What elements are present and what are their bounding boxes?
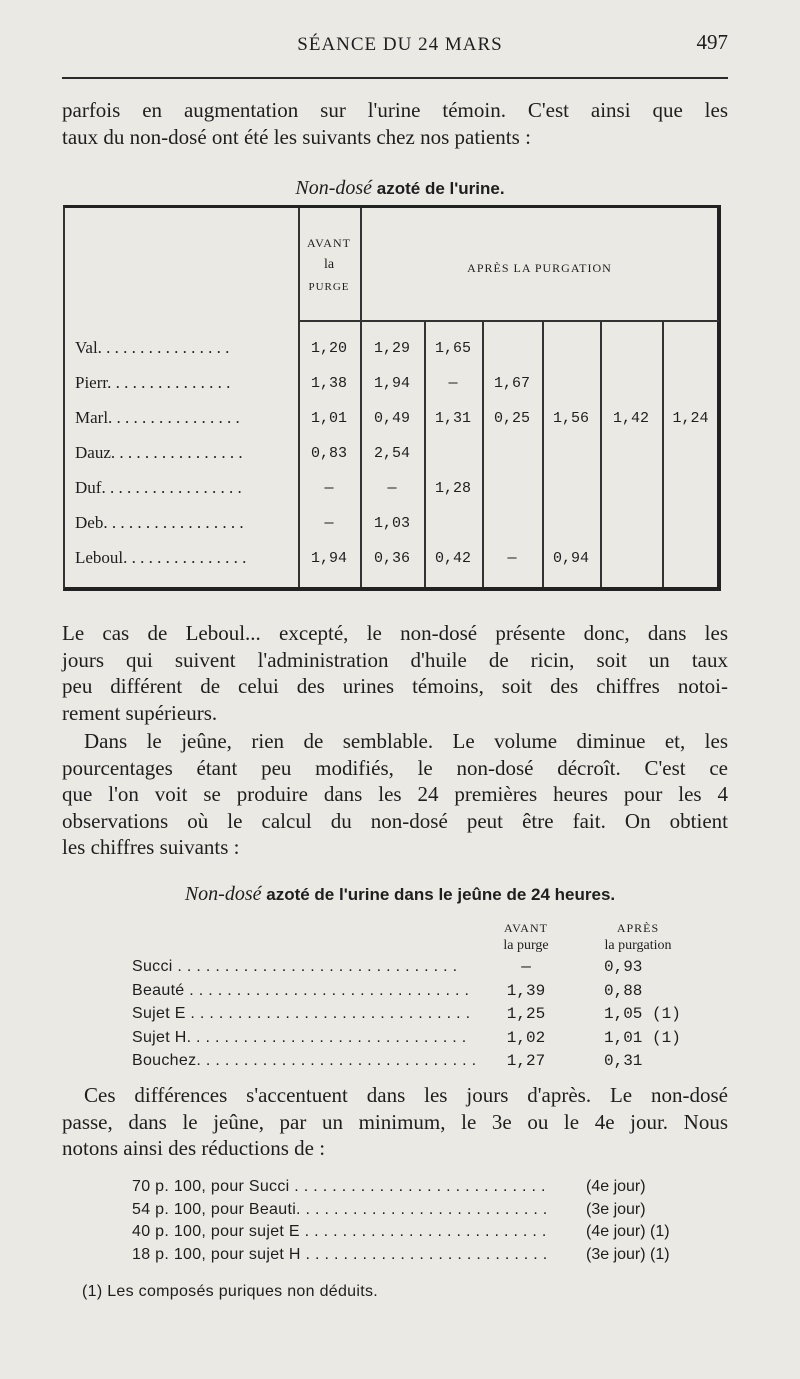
value-before: 1,02 [506,1028,546,1047]
row-label: Pierr. . . . . . . . . . . . . . . [75,373,231,392]
value-before: — [521,958,531,976]
cell-after: 2,54 [373,445,410,462]
table2-header-before [486,920,566,954]
cell-before: 0,83 [310,445,347,462]
cell-before: 1,38 [310,375,347,392]
cell-after: 0,49 [373,410,410,427]
non-dose-table [63,205,721,591]
caption-text: azoté de l'urine dans le jeûne de 24 heures. [266,885,616,904]
cell-before: 1,94 [310,550,347,567]
cell-after: 0,94 [552,550,589,567]
column-divider [424,322,426,587]
column-divider [662,322,664,587]
text-line: passe, dans le jeûne, par un minimum, le 3e ou le 4e jour. Nous [62,1109,728,1134]
header-line: la purgation [604,938,672,953]
cell-before: 1,01 [310,410,347,427]
paragraph-4 [62,1082,728,1162]
table2-caption [0,883,800,906]
header-line: la purge [503,938,549,953]
header-before-line: AVANT [307,236,351,250]
value-after: 1,05 (1) [604,1005,681,1023]
row-label: Sujet H. . . . . . . . . . . . . . . . . . . . . . . . . . . . . . [132,1028,467,1046]
cell-after: 1,24 [672,410,709,427]
column-divider [600,322,602,587]
cell-before: — [324,480,334,497]
cell-after: 1,03 [373,515,410,532]
text-line: peu différent de celui des urines témoins, soit des chiffres notoi- [62,674,728,698]
text-line: Ces différences s'accentuent dans les jours d'après. Le non-dosé [84,1083,728,1107]
running-title: SÉANCE DU 24 MARS [297,34,503,55]
caption-italic: Non-dosé [184,883,262,905]
header-line: APRÈS [616,921,660,935]
header-before [298,232,360,298]
cell-after: 1,31 [434,410,471,427]
value-before: 1,27 [506,1052,546,1070]
reduction-day: (3e jour) (1) [586,1245,670,1263]
intro-paragraph [62,97,728,150]
header-before-line: PURGE [308,281,350,293]
cell-after: 1,29 [373,340,410,357]
row-label: Bouchez. . . . . . . . . . . . . . . . . . . . . . . . . . . . . . [132,1052,477,1069]
table1-caption [0,177,800,200]
row-label: Val. . . . . . . . . . . . . . . . [75,338,230,357]
cell-after: 1,42 [612,410,649,427]
text-line: pourcentages étant peu modifiés, le non-dosé décroît. C'est ce [62,755,728,780]
row-label: Marl. . . . . . . . . . . . . . . . [75,408,240,427]
caption-italic: Non-dosé [295,177,373,199]
header-before-line: la [323,257,335,272]
row-label: Deb. . . . . . . . . . . . . . . . . [75,513,244,532]
cell-after: 1,67 [493,375,530,392]
table2-header-after [584,920,692,954]
cell-before: — [324,515,334,532]
caption-text: azoté de l'urine. [376,179,505,198]
text-line: observations où le calcul du non-dosé peut être fait. On obtient [62,808,728,833]
cell-after: 1,65 [434,340,471,357]
reduction-text: 70 p. 100, pour Succi . . . . . . . . . . . . . . . . . . . . . . . . . . . [132,1178,546,1195]
header-rule [62,77,728,79]
text-line: rement supérieurs. [62,700,218,725]
cell-after: 1,56 [552,410,589,427]
cell-after: 0,42 [434,550,471,567]
text-line: parfois en augmentation sur l'urine témoin. C'est ainsi que les [62,98,728,122]
row-label: Beauté . . . . . . . . . . . . . . . . . . . . . . . . . . . . . . [132,981,470,999]
cell-after: 0,25 [493,410,530,427]
paragraph-2 [62,620,728,726]
cell-after: — [507,550,517,567]
cell-after: 1,94 [373,375,410,392]
header-line: AVANT [504,921,548,935]
cell-before: 1,20 [310,340,347,357]
value-before: 1,25 [506,1005,546,1023]
value-after: 0,93 [604,958,643,976]
reduction-day: (4e jour) (1) [586,1223,670,1240]
text-line: notons ainsi des réductions de : [62,1136,326,1160]
text-line: que l'on voit se produire dans les 24 premières heures pour les 4 [62,782,728,806]
reduction-text: 40 p. 100, pour sujet E . . . . . . . . . . . . . . . . . . . . . . . . . . [132,1223,547,1240]
value-before: 1,39 [506,981,546,1000]
page-number: 497 [696,30,728,54]
footnote: (1) Les composés puriques non déduits. [82,1283,379,1300]
row-label: Dauz. . . . . . . . . . . . . . . . [75,443,243,462]
row-label: Leboul. . . . . . . . . . . . . . . [75,548,247,567]
text-line: taux du non-dosé ont été les suivants chez nos patients : [62,124,531,149]
text-line: Le cas de Leboul... excepté, le non-dosé présente donc, dans les [62,621,728,645]
header-rule [298,320,719,322]
reduction-day: (3e jour) [586,1200,646,1218]
reduction-text: 18 p. 100, pour sujet H . . . . . . . . . . . . . . . . . . . . . . . . . . [132,1245,548,1263]
text-line: jours qui suivent l'administration d'huile de ricin, soit un taux [62,647,728,672]
cell-after: — [448,375,458,392]
reduction-text: 54 p. 100, pour Beauti. . . . . . . . . . . . . . . . . . . . . . . . . . . [132,1200,548,1218]
value-after: 1,01 (1) [604,1028,681,1047]
text-line: Dans le jeûne, rien de semblable. Le volume diminue et, les [84,729,728,753]
cell-after: 0,36 [373,550,410,567]
header-after: APRÈS LA PURGATION [467,261,612,275]
reduction-day: (4e jour) [586,1178,646,1195]
column-divider [482,322,484,587]
row-label: Duf. . . . . . . . . . . . . . . . . [75,478,242,497]
row-label: Succi . . . . . . . . . . . . . . . . . . . . . . . . . . . . . . [132,958,458,975]
text-line: les chiffres suivants : [62,835,240,859]
value-after: 0,31 [604,1052,643,1070]
cell-after: 1,28 [434,480,471,497]
column-divider [542,322,544,587]
value-after: 0,88 [604,981,643,1000]
cell-after: — [387,480,397,497]
row-label: Sujet E . . . . . . . . . . . . . . . . . . . . . . . . . . . . . . [132,1005,471,1022]
paragraph-3 [62,728,728,861]
